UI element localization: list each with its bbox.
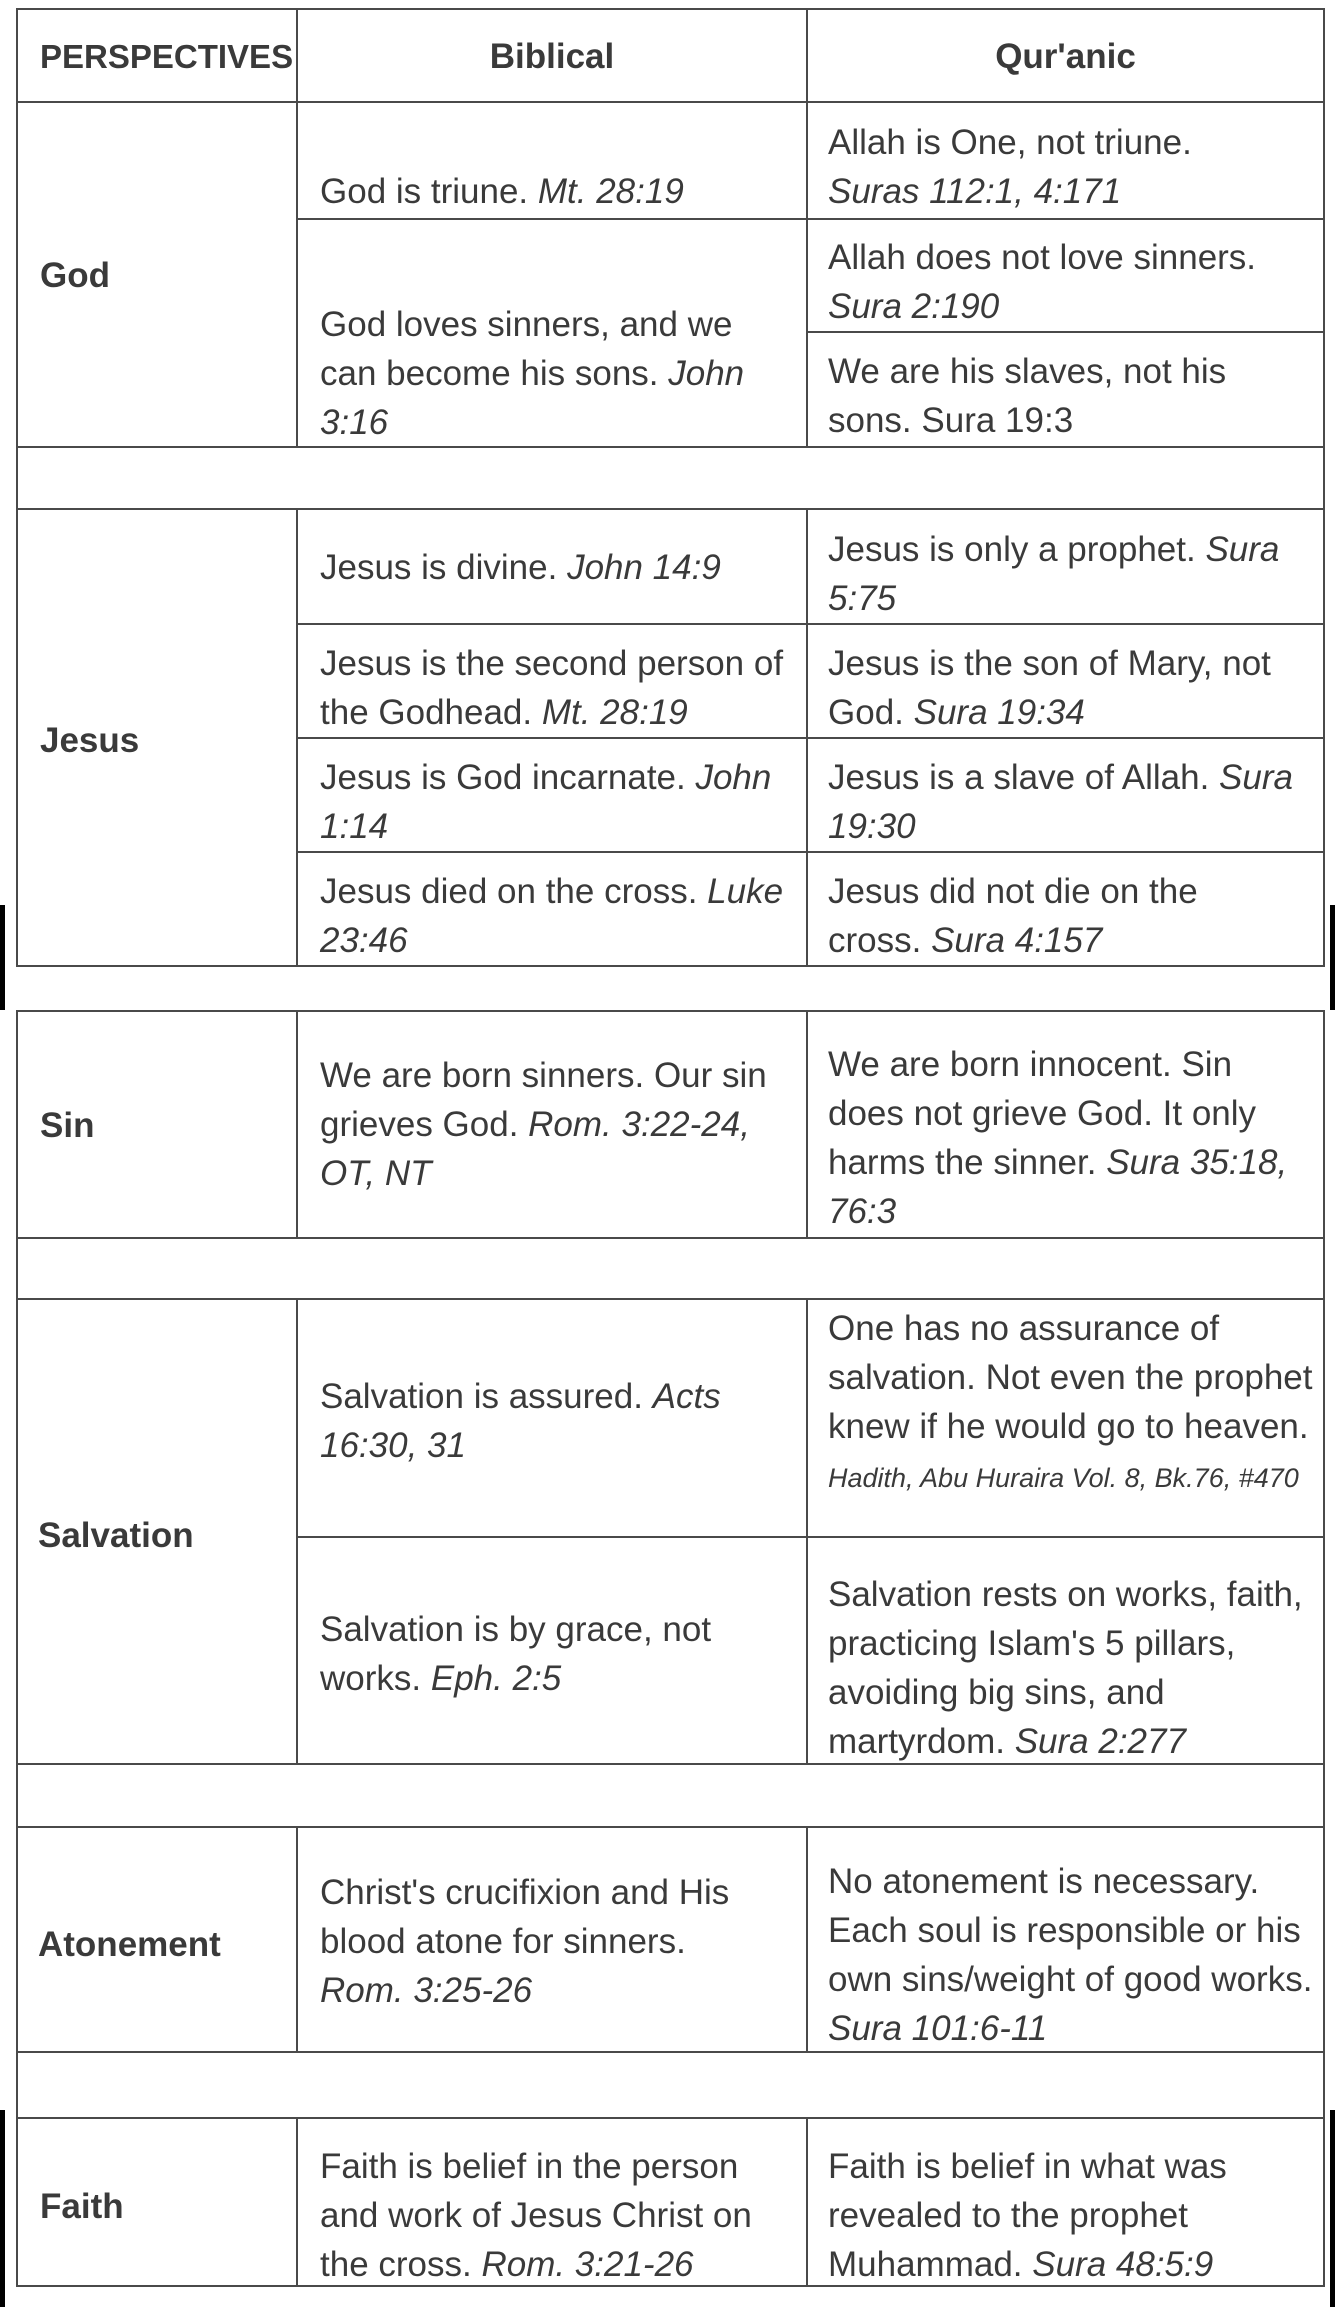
left-edge-bar	[0, 905, 5, 1010]
label-god: God	[40, 256, 110, 295]
label-sin: Sin	[40, 1106, 95, 1145]
grid-line	[806, 218, 1325, 220]
biblical-cell: Salvation is by grace, not works. Eph. 2:5	[320, 1610, 712, 1698]
grid-line	[16, 508, 1325, 510]
quranic-cell: Jesus is a slave of Allah. Sura 19:30	[828, 758, 1293, 846]
grid-line	[296, 737, 1325, 739]
grid-line	[296, 851, 1325, 853]
grid-line	[296, 1826, 298, 2053]
grid-line	[16, 1826, 1325, 1828]
grid-line	[806, 1010, 808, 1239]
grid-line	[296, 2117, 298, 2287]
grid-line	[1323, 1010, 1325, 2287]
quranic-cell: We are his slaves, not his sons. Sura 19:3	[828, 352, 1227, 440]
grid-line	[296, 218, 806, 220]
biblical-cell: We are born sinners. Our sin grieves God. Rom. 3:22-24, OT, NT	[320, 1056, 767, 1193]
biblical-cell: Christ's crucifixion and His blood atone for sinners. Rom. 3:25-26	[320, 1873, 730, 2010]
quranic-cell: Salvation rests on works, faith, practicing Islam's 5 pillars, avoiding big sins, and martyrdom. Sura 2:277	[828, 1575, 1303, 1761]
grid-line	[806, 1298, 808, 1765]
quranic-cell: Jesus is the son of Mary, not God. Sura 19:34	[828, 644, 1271, 732]
quranic-cell: We are born innocent. Sin does not grieve God. It only harms the sinner. Sura 35:18, 76:3	[828, 1045, 1288, 1231]
right-edge-bar	[1330, 905, 1335, 1010]
grid-line	[806, 1826, 808, 2053]
quranic-cell: One has no assurance of salvation. Not even the prophet knew if he would go to heaven. Hadith, Abu Huraira Vol. 8, Bk.76, #470	[828, 1309, 1313, 1493]
grid-line	[16, 1010, 18, 2287]
right-edge-bar	[1330, 2110, 1335, 2307]
biblical-cell: God is triune. Mt. 28:19	[320, 172, 684, 211]
quranic-cell: Jesus is only a prophet. Sura 5:75	[828, 530, 1280, 618]
biblical-cell: Jesus is the second person of the Godhead. Mt. 28:19	[320, 644, 784, 732]
biblical-cell: Jesus is divine. John 14:9	[320, 548, 721, 587]
quranic-cell: No atonement is necessary. Each soul is responsible or his own sins/weight of good works. Sura 101:6-11	[828, 1862, 1313, 2048]
grid-line	[296, 1010, 298, 1239]
grid-line	[16, 101, 1325, 103]
quranic-cell: Allah is One, not triune. Suras 112:1, 4:171	[828, 123, 1192, 211]
grid-line	[806, 2117, 808, 2287]
biblical-cell: Jesus died on the cross. Luke 23:46	[320, 872, 784, 960]
quranic-cell: Jesus did not die on the cross. Sura 4:157	[828, 872, 1198, 960]
label-faith: Faith	[40, 2187, 124, 2226]
header-quranic: Qur'anic	[995, 37, 1136, 76]
grid-line	[806, 508, 808, 967]
grid-line	[16, 8, 1325, 10]
grid-line	[16, 1237, 1325, 1239]
label-jesus: Jesus	[40, 721, 140, 760]
grid-line	[296, 1536, 1325, 1538]
grid-line	[16, 2117, 1325, 2119]
label-atonement: Atonement	[38, 1925, 221, 1964]
grid-line	[296, 1298, 298, 1765]
grid-line	[296, 623, 1325, 625]
grid-line	[16, 965, 1325, 967]
quranic-cell: Allah does not love sinners. Sura 2:190	[828, 238, 1257, 326]
label-salvation: Salvation	[38, 1516, 194, 1555]
biblical-cell: God loves sinners, and we can become his sons. John 3:16	[320, 305, 745, 442]
quranic-cell: Faith is belief in what was revealed to the prophet Muhammad. Sura 48:5:9	[828, 2147, 1227, 2284]
grid-line	[806, 331, 1325, 333]
biblical-cell: Faith is belief in the person and work of Jesus Christ on the cross. Rom. 3:21-26	[320, 2147, 752, 2284]
left-edge-bar	[0, 2110, 5, 2307]
biblical-cell: Jesus is God incarnate. John 1:14	[320, 758, 772, 846]
grid-line	[1323, 8, 1325, 967]
header-perspectives: PERSPECTIVES	[40, 38, 294, 75]
grid-line	[16, 1298, 1325, 1300]
grid-line	[296, 508, 298, 967]
grid-line	[16, 8, 18, 967]
biblical-cell: Salvation is assured. Acts 16:30, 31	[320, 1377, 721, 1465]
grid-line	[16, 1010, 1325, 1012]
header-biblical: Biblical	[489, 37, 615, 76]
